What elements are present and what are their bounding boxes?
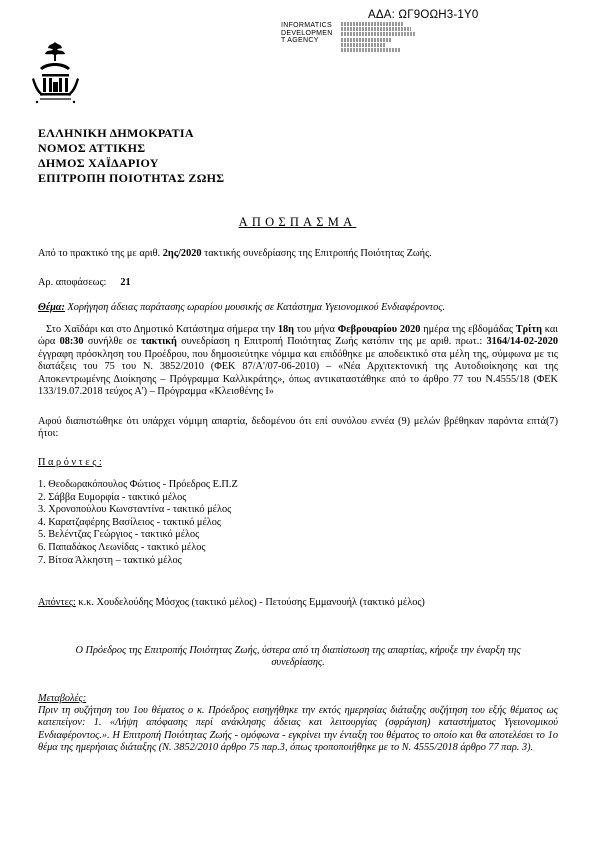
absent-label: Απόντες: [38, 597, 76, 608]
session-weekday: Τρίτη [515, 324, 542, 335]
list-item: 1. Θεοδωρακόπουλος Φώτιος - Πρόεδρος Ε.Π.Ζ [38, 479, 238, 490]
decision-number-line [38, 277, 558, 289]
document-header [38, 126, 224, 186]
body-text-4: και ώρα [38, 324, 558, 348]
changes-paragraph: Πριν τη συζήτηση του 1ου θέματος ο κ. Πρόεδρος εισηγήθηκε την εκτός ημερησίας διάταξης συζήτηση του εξής θέματος ως κατεπείγον: 1. «Λήψη απόφασης περί ανάκλησης άδειας και λειτουργίας (σφράγιση) καταστήματος Υγειονομικού Ενδιαφέροντος.». Η Επιτροπή Ποιότητας Ζωής - ομόφωνα - εγκρίνει την ένταξη του θέματος το οποίο και θα αποτελέσει το 1ο θέμα της ημερήσιας διάταξης (Ν. 3852/2010 άρθρο 75 παρ.3, όπως τροποποιήθηκε με το Ν. 4555/2018 άρθρο 77 παρ. 3). [38, 705, 558, 754]
ida-line-2: DEVELOPMEN [281, 29, 333, 37]
subject-line [38, 302, 558, 314]
present-members-list [38, 479, 558, 567]
session-number: 2ης/2020 [162, 248, 202, 259]
absent-line [38, 597, 558, 609]
session-time: 08:30 [59, 336, 84, 348]
subject-text: Χορήγηση άδειας παράτασης ωραρίου μουσικής σε Κατάστημα Υγειονομικού Ενδιαφέροντος. [67, 302, 446, 313]
ada-code: ΑΔΑ: ΩΓ9ΟΩΗ3-1Υ0 [368, 9, 479, 21]
list-item: 5. Βελέντζας Γεώργιος - τακτικό μέλος [38, 529, 200, 541]
session-paragraph [38, 324, 558, 398]
document-title: ΑΠΟΣΠΑΣΜΑ [238, 215, 357, 229]
intro-paragraph [38, 248, 558, 260]
header-line-committee: ΕΠΙΤΡΟΠΗ ΠΟΙΟΤΗΤΑΣ ΖΩΗΣ [38, 171, 225, 185]
municipality-logo-icon [28, 38, 83, 108]
body-text-3: ημέρα της εβδομάδας [420, 324, 516, 335]
list-item: 7. Βίτσα Άλκηστη – τακτικό μέλος [38, 554, 182, 566]
body-text-5: συνήλθε σε [83, 336, 142, 348]
decision-label: Αρ. αποφάσεως: [38, 277, 107, 288]
chair-statement: Ο Πρόεδρος της Επιτροπής Ποιότητας Ζωής, ύστερα από τη διαπίστωση της απαρτίας, κήρυξε την έναρξη της συνεδρίασης. [75, 645, 521, 669]
subject-label: Θέμα: [38, 302, 65, 313]
header-line-prefecture: ΝΟΜΟΣ ΑΤΤΙΚΗΣ [38, 141, 146, 155]
session-month: Φεβρουαρίου 2020 [337, 324, 421, 335]
changes-label: Μεταβολές: [38, 693, 87, 704]
quorum-paragraph: Αφού διαπιστώθηκε ότι υπάρχει νόμιμη απαρτία, δεδομένου ότι επί συνόλου εννέα (9) μελών βρέθηκαν παρόντα επτά(7) ήτοι: [38, 416, 558, 440]
present-label: Π α ρ ό ν τ ε ς : [38, 457, 102, 468]
list-item: 3. Χρονοπούλου Κωνσταντίνα - τακτικό μέλος [38, 504, 232, 516]
body-text-7: έγγραφη πρόσκληση του Προέδρου, που δημοσιεύτηκε νόμιμα και επιδόθηκε με αποδεικτικό στα μέλη της, σύμφωνα με τις διατάξεις του 75 του Ν. 3852/2010 (ΦΕΚ 87/Α'/07-06-2010) – «Νέα Αρχιτεκτονική της Αυτοδιοίκησης και της Αποκεντρωμένης Διοίκησης – Πρόγραμμα Καλλικράτης», όπως αντικαταστάθηκε από το άρθρο 77 του Ν.4555/18 (ΦΕΚ 133/19.07.2018 τεύχος Α') – Πρόγραμμα «Κλεισθένης Ι» [38, 348, 558, 398]
session-type: τακτική [141, 336, 177, 348]
body-text-2: του μήνα [294, 324, 338, 335]
intro-suffix: τακτικής συνεδρίασης της Επιτροπής Ποιότητας Ζωής. [201, 248, 432, 259]
ida-fine-print [341, 22, 421, 53]
ida-line-3: T AGENCY [281, 37, 319, 45]
invitation-protocol: 3164/14-02-2020 [486, 336, 558, 348]
list-item: 6. Παπαδάκος Λεωνίδας - τακτικό μέλος [38, 541, 206, 553]
body-text-1: Στο Χαϊδάρι και στο Δημοτικό Κατάστημα σήμερα την [46, 324, 278, 335]
header-line-republic: ΕΛΛΗΝΙΚΗ ΔΗΜΟΚΡΑΤΙΑ [38, 126, 194, 140]
absent-members: κ.κ. Χουδελούδης Μόσχος (τακτικό μέλος) - Πετούσης Εμμανουήλ (τακτικό μέλος) [75, 597, 425, 608]
list-item: 2. Σάββα Ευμορφία - τακτικό μέλος [38, 491, 187, 503]
body-text-6: συνεδρίαση η Επιτροπή Ποιότητας Ζωής κατόπιν της με αριθ. πρωτ.: [176, 336, 487, 348]
decision-number: 21 [120, 277, 131, 288]
session-day: 18η [277, 324, 295, 335]
header-line-municipality: ΔΗΜΟΣ ΧΑΪΔΑΡΙΟΥ [38, 156, 159, 170]
ida-line-1: INFORMATICS [281, 22, 333, 29]
list-item: 4. Καρατζαφέρης Βασίλειος - τακτικό μέλος [38, 516, 221, 528]
intro-prefix: Από το πρακτικό της με αριθ. [38, 248, 163, 259]
